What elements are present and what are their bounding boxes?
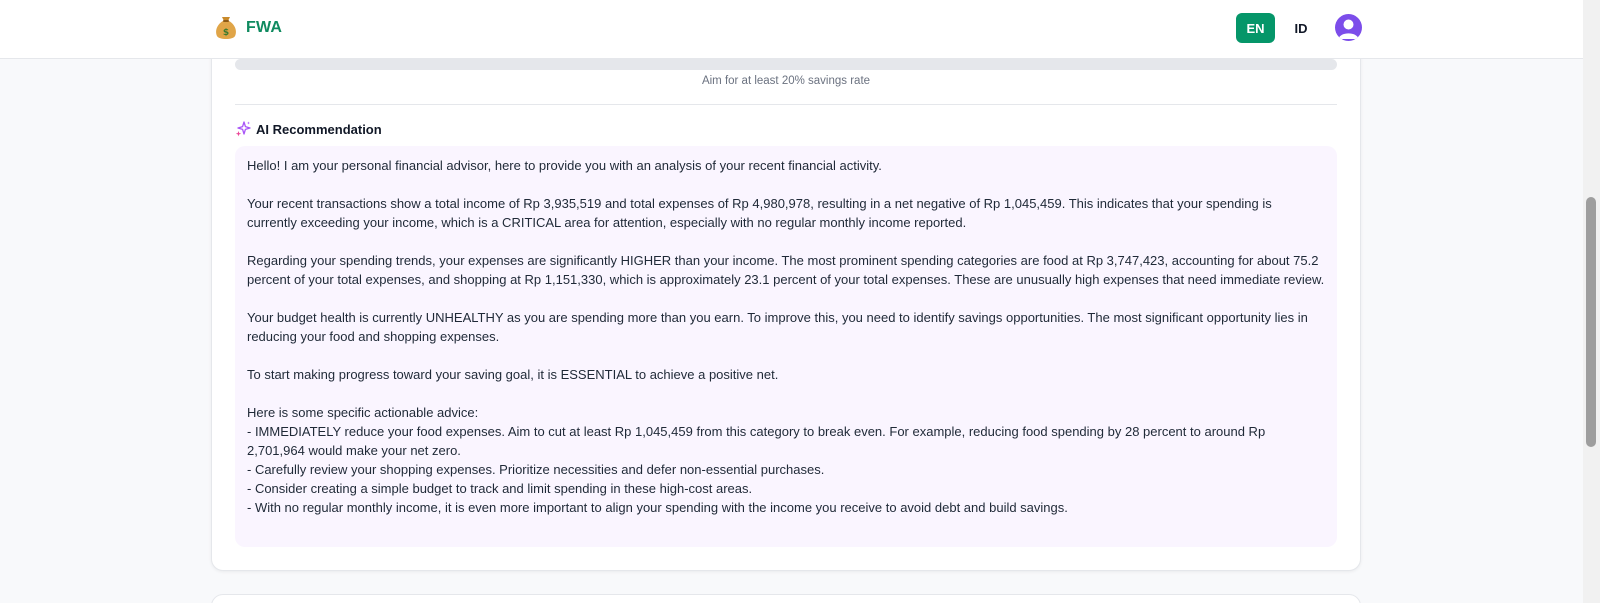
- advice-intro: Here is some specific actionable advice:: [247, 405, 479, 420]
- brand[interactable]: [214, 15, 282, 41]
- reco-paragraph: Your recent transactions show a total income of Rp 3,935,519 and total expenses of Rp 4,980,978, resulting in a net negative of Rp 1,045,459. This indicates that your spending is currently exceeding your income, which is a CRITICAL area for attention, especially with no regular monthly income reported.: [247, 196, 1272, 230]
- reco-paragraph: Regarding your spending trends, your expenses are significantly HIGHER than your income. The most prominent spending categories are food at Rp 3,747,423, accounting for about 75.2 percent of your total expenses, and shopping at Rp 1,151,330, which is approximately 23.1 percent of your total expenses. These are unusually high expenses that need immediate review.: [247, 253, 1325, 287]
- brand-name: FWA: [246, 19, 283, 36]
- sparkles-icon: [235, 121, 251, 137]
- ai-recommendation-title: AI Recommendation: [256, 121, 382, 137]
- reco-paragraph: Your budget health is currently UNHEALTHY as you are spending more than you earn. To improve this, you need to identify savings opportunities. The most significant opportunity lies in reducing your food and shopping expenses.: [247, 310, 1308, 344]
- scrollbar-thumb[interactable]: [1586, 197, 1596, 447]
- savings-hint: Aim for at least 20% savings rate: [701, 75, 871, 87]
- user-icon: [1335, 14, 1362, 41]
- svg-text:$: $: [222, 28, 230, 38]
- advice-item: - IMMEDIATELY reduce your food expenses. Aim to cut at least Rp 1,045,459 from this category to break even. For example, reducing food spending by 28 percent to around Rp 2,701,964 would make your net zero.: [247, 424, 1266, 458]
- next-card: [211, 594, 1361, 603]
- savings-progress-bar: [235, 59, 1337, 70]
- ai-recommendation-text: [235, 146, 1337, 547]
- divider: [235, 104, 1337, 105]
- language-en-button[interactable]: EN: [1236, 13, 1275, 43]
- advice-item: - With no regular monthly income, it is even more important to align your spending with the income you receive to avoid debt and build savings.: [247, 500, 1068, 515]
- advice-item: - Carefully review your shopping expenses. Prioritize necessities and defer non-essential purchases.: [247, 462, 825, 477]
- ai-recommendation-heading: [235, 121, 382, 137]
- reco-paragraph: To start making progress toward your saving goal, it is ESSENTIAL to achieve a positive net.: [247, 367, 779, 382]
- user-avatar[interactable]: [1335, 14, 1362, 41]
- top-navbar: [0, 0, 1583, 59]
- language-id-button[interactable]: ID: [1294, 20, 1308, 36]
- advice-item: - Consider creating a simple budget to track and limit spending in these high-cost areas.: [247, 481, 753, 496]
- money-bag-icon: [214, 15, 238, 41]
- reco-paragraph: Hello! I am your personal financial advisor, here to provide you with an analysis of your recent financial activity.: [247, 158, 882, 173]
